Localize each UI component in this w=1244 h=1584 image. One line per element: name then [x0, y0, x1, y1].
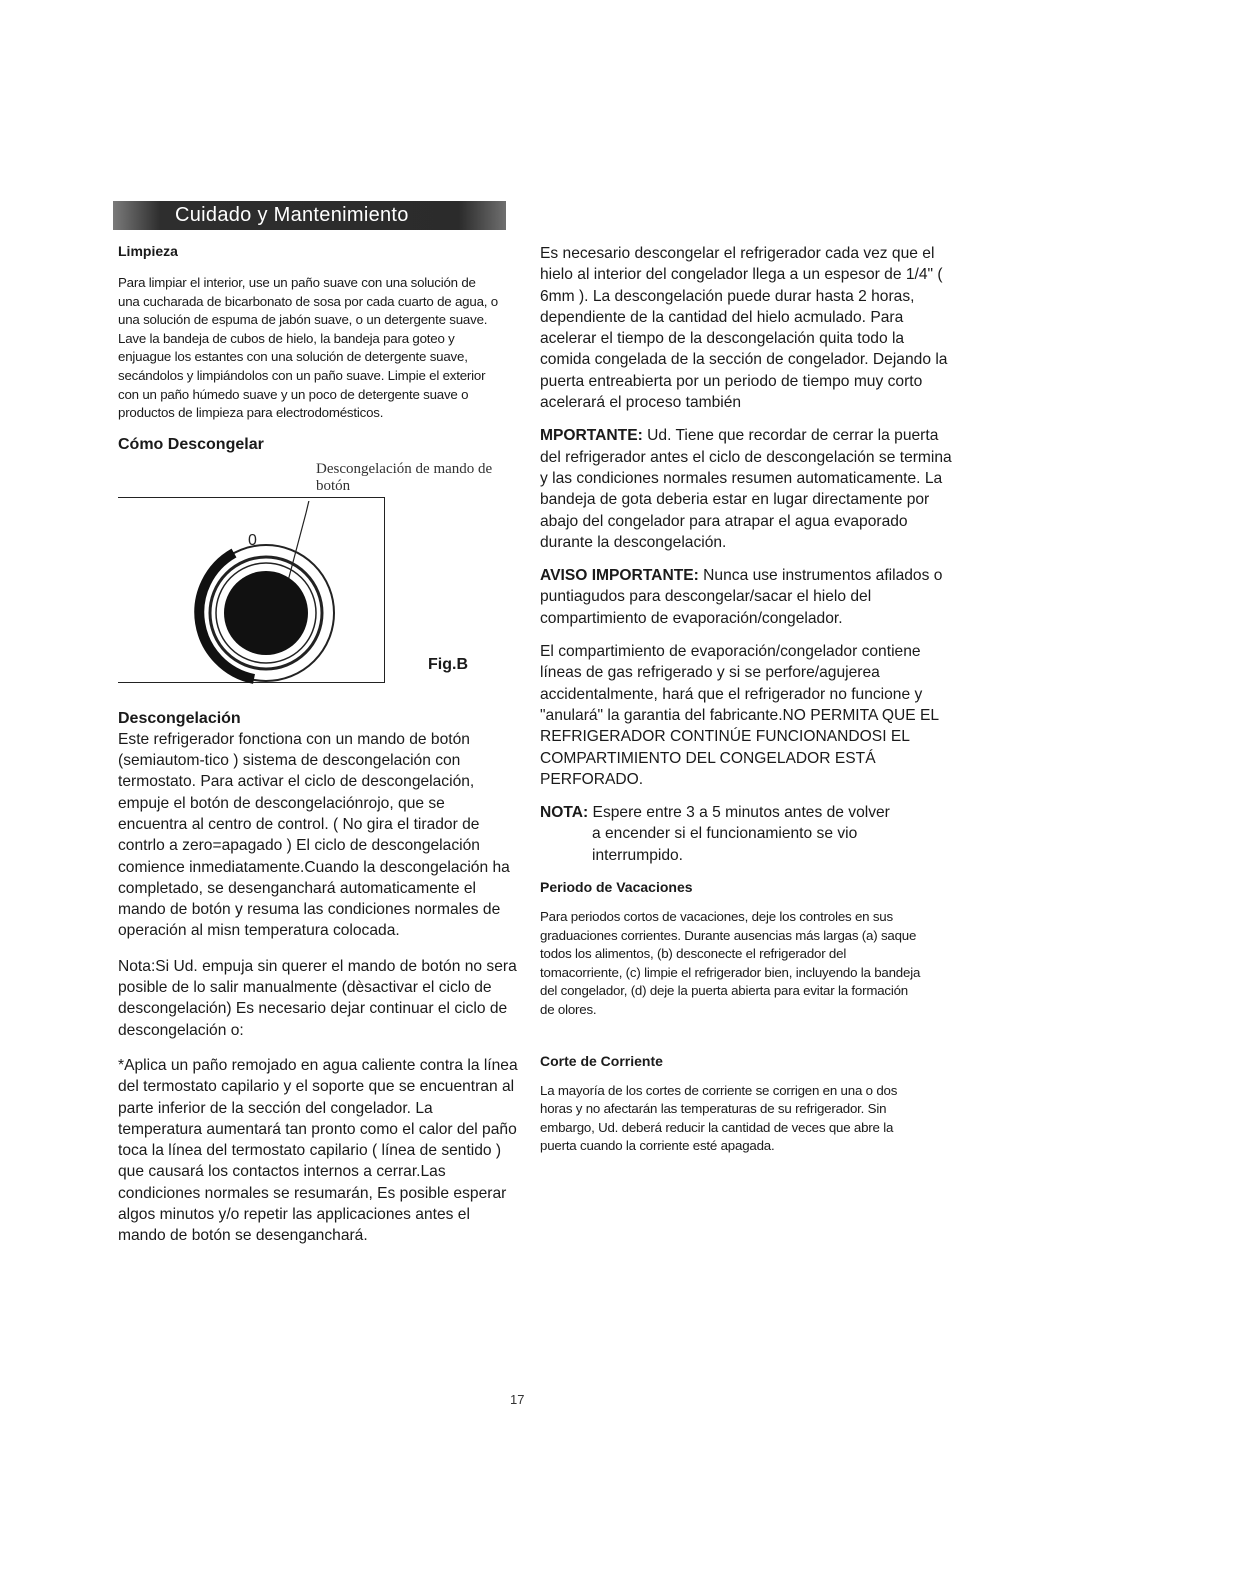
- figure-callout: Descongelación de mando de botón: [316, 460, 493, 494]
- importante-text: Ud. Tiene que recordar de cerrar la puerta del refrigerador antes el ciclo de descongelación se termina y las condiciones normales resumen automaticamente. La bandeja de gota deberia estar en lugar directamente por abajo del congelador para atrapar el agua evaporado durante la descongelación.: [540, 427, 952, 551]
- nota-line1: Espere entre 3 a 5 minutos antes de volver: [588, 804, 890, 822]
- aviso-paragraph: [540, 565, 952, 629]
- descongelacion-p1: Este refrigerador fonctiona con un mando de botón (semiautom-tico ) sistema de descongelación con termostato. Para activar el ciclo de descongelación, empuje el botón de descongelaciónrojo, que se encuentra al centro de control. ( No gira el tirador de contrlo a zero=apagado ) El ciclo de descongelación comience inmediatamente.Cuando la descongelación ha completado, se desenganchará automaticamente el mando de botón y resuma las condiciones normales de operación al misn temperatura colocada.: [118, 730, 510, 940]
- defrost-dial-icon: [168, 501, 408, 701]
- page-number: 17: [510, 1392, 525, 1407]
- vacaciones-text: Para periodos cortos de vacaciones, deje los controles en sus graduaciones corrientes. Durante ausencias más largas (a) saque todos los alimentos, (b) desconecte el refrigerador del tomacorriente, (c) limpie el refrigerador bien, incluyendo la bandeja del congelador, (d) deje la puerta abierta para evitar la formación de olores.: [540, 909, 921, 1017]
- limpieza-text: Para limpiar el interior, use un paño suave con una solución de una cucharada de bicarbonato de sosa por cada cuarto de agua, o una solución de espuma de jabón suave, o un detergente suave. Lave la bandeja de cubos de hielo, la bandeja para goteo y enjuague los estantes con una solución de detergente suave, secándolos y limpiándolos con un paño suave. Limpie el exterior con un paño húmedo suave y un poco de detergente suave o productos de limpieza para electrodomésticos.: [118, 275, 498, 421]
- nota-rest: a encender si el funcionamiento se vio interrumpido.: [592, 825, 858, 864]
- corte-heading: Corte de Corriente: [540, 1052, 663, 1069]
- como-descongelar-heading: Cómo Descongelar: [118, 435, 264, 453]
- descongelacion-p3: *Aplica un paño remojado en agua caliente contra la línea del termostato capilario y el soporte que se encuentran al parte inferior de la sección del congelador. La temperatura aumentará tan pronto como el calor del paño toca la línea del termostato capilario ( línea de sentido ) que causará los contactos internos a cerrar.Las condiciones normales se resumarán, Es posible esperar algos minutos y/o repetir las applicaciones antes el mando de botón se desenganchará.: [118, 1056, 518, 1245]
- descongelacion-heading: Descongelación: [118, 709, 241, 727]
- figure-label: Fig.B: [428, 655, 468, 673]
- right-p1: Es necesario descongelar el refrigerador cada vez que el hielo al interior del congelador llega a un espesor de 1/4" ( 6mm ). La descongelación puede durar hasta 2 horas, dependiente de la cantidad del hielo acmulado. Para acelerar el tiempo de la descongelación quita todo la comida congelada de la sección de congelador. Dejando la puerta entreabierta por un periodo de tiempo muy corto acelerará el proceso también: [540, 245, 948, 412]
- nota-label: NOTA:: [540, 804, 589, 822]
- nota-paragraph: [540, 802, 952, 866]
- right-column: [540, 243, 952, 1156]
- figure-b: [118, 461, 518, 699]
- aviso-text: Nunca use instrumentos afilados o puntiagudos para descongelar/sacar el hielo del compartimiento de evaporación/congelador.: [540, 567, 943, 627]
- corte-text: La mayoría de los cortes de corriente se corrigen en una o dos horas y no afectarán las temperaturas de su refrigerador. Sin embargo, Ud. deberá reducir la cantidad de veces que abre la puerta cuando la corriente esté apagada.: [540, 1082, 898, 1154]
- importante-label: MPORTANTE:: [540, 427, 643, 445]
- importante-paragraph: [540, 425, 952, 553]
- section-header: Cuidado y Mantenimiento: [113, 201, 506, 230]
- aviso-label: AVISO IMPORTANTE:: [540, 567, 699, 585]
- right-p4: El compartimiento de evaporación/congelador contiene líneas de gas refrigerado y si se perfore/agujerea accidentalmente, hará que el refrigerador no funcione y "anulará" la garantia del fabricante.NO PERMITA QUE EL REFRIGERADOR CONTINÚE FUNCIONANDOSI EL COMPARTIMIENTO DEL CONGELADOR ESTÁ PERFORADO.: [540, 643, 939, 788]
- descongelacion-p2: Nota:Si Ud. empuja sin querer el mando de botón no sera posible de lo salir manualmente (dèsactivar el ciclo de descongelación) Es necesario dejar continuar el ciclo de descongelación o:: [118, 957, 517, 1039]
- vacaciones-heading: Periodo de Vacaciones: [540, 879, 693, 896]
- dial-zero-mark: 0: [248, 531, 257, 549]
- left-column: [118, 242, 518, 1247]
- limpieza-heading: Limpieza: [118, 243, 178, 259]
